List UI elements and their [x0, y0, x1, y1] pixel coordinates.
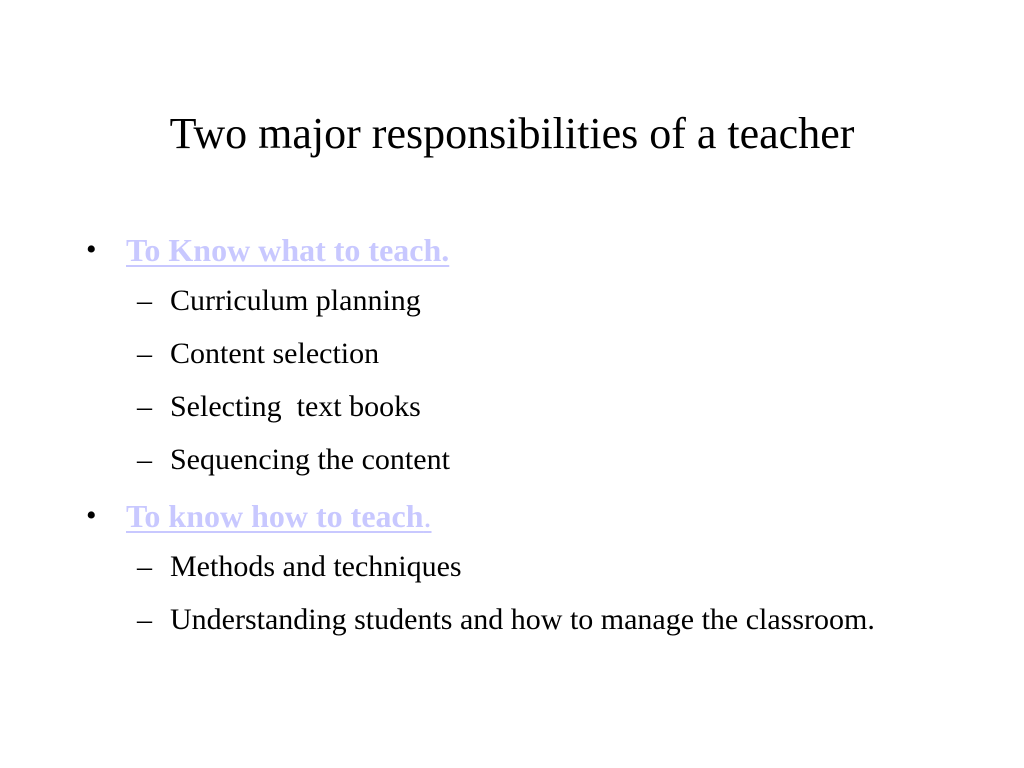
list-item-text: Methods and techniques [170, 550, 462, 583]
link-know-what-to-teach[interactable] [126, 232, 449, 268]
link-know-how-to-teach[interactable] [126, 498, 432, 534]
list-item [86, 282, 946, 320]
link-text: To know how to teach [126, 498, 424, 534]
sublist-know-how [86, 548, 946, 639]
bullet-dot-icon: • [86, 233, 97, 266]
link-text: To Know what to teach. [126, 232, 450, 268]
list-item [86, 601, 946, 639]
dash-icon: – [137, 603, 152, 636]
list-item [86, 441, 946, 479]
slide-title: Two major responsibilities of a teacher [169, 109, 855, 158]
dash-icon: – [137, 390, 152, 423]
dash-icon: – [137, 284, 152, 317]
list-item-text: Selecting text books [170, 390, 421, 423]
link-trail: . [423, 498, 432, 534]
slide-content [86, 228, 946, 654]
bullet-know-what [86, 228, 946, 272]
dash-icon: – [137, 550, 152, 583]
bullet-dot-icon: • [86, 499, 97, 532]
list-item-text: Understanding students and how to manage the classroom. [170, 603, 875, 636]
list-item [86, 548, 946, 586]
bullet-know-how [86, 494, 946, 538]
list-item-text: Content selection [170, 337, 380, 370]
list-item [86, 388, 946, 426]
dash-icon: – [137, 337, 152, 370]
dash-icon: – [137, 443, 152, 476]
list-item-text: Sequencing the content [170, 443, 450, 476]
list-item [86, 335, 946, 373]
list-item-text: Curriculum planning [170, 284, 421, 317]
sublist-know-what [86, 282, 946, 479]
